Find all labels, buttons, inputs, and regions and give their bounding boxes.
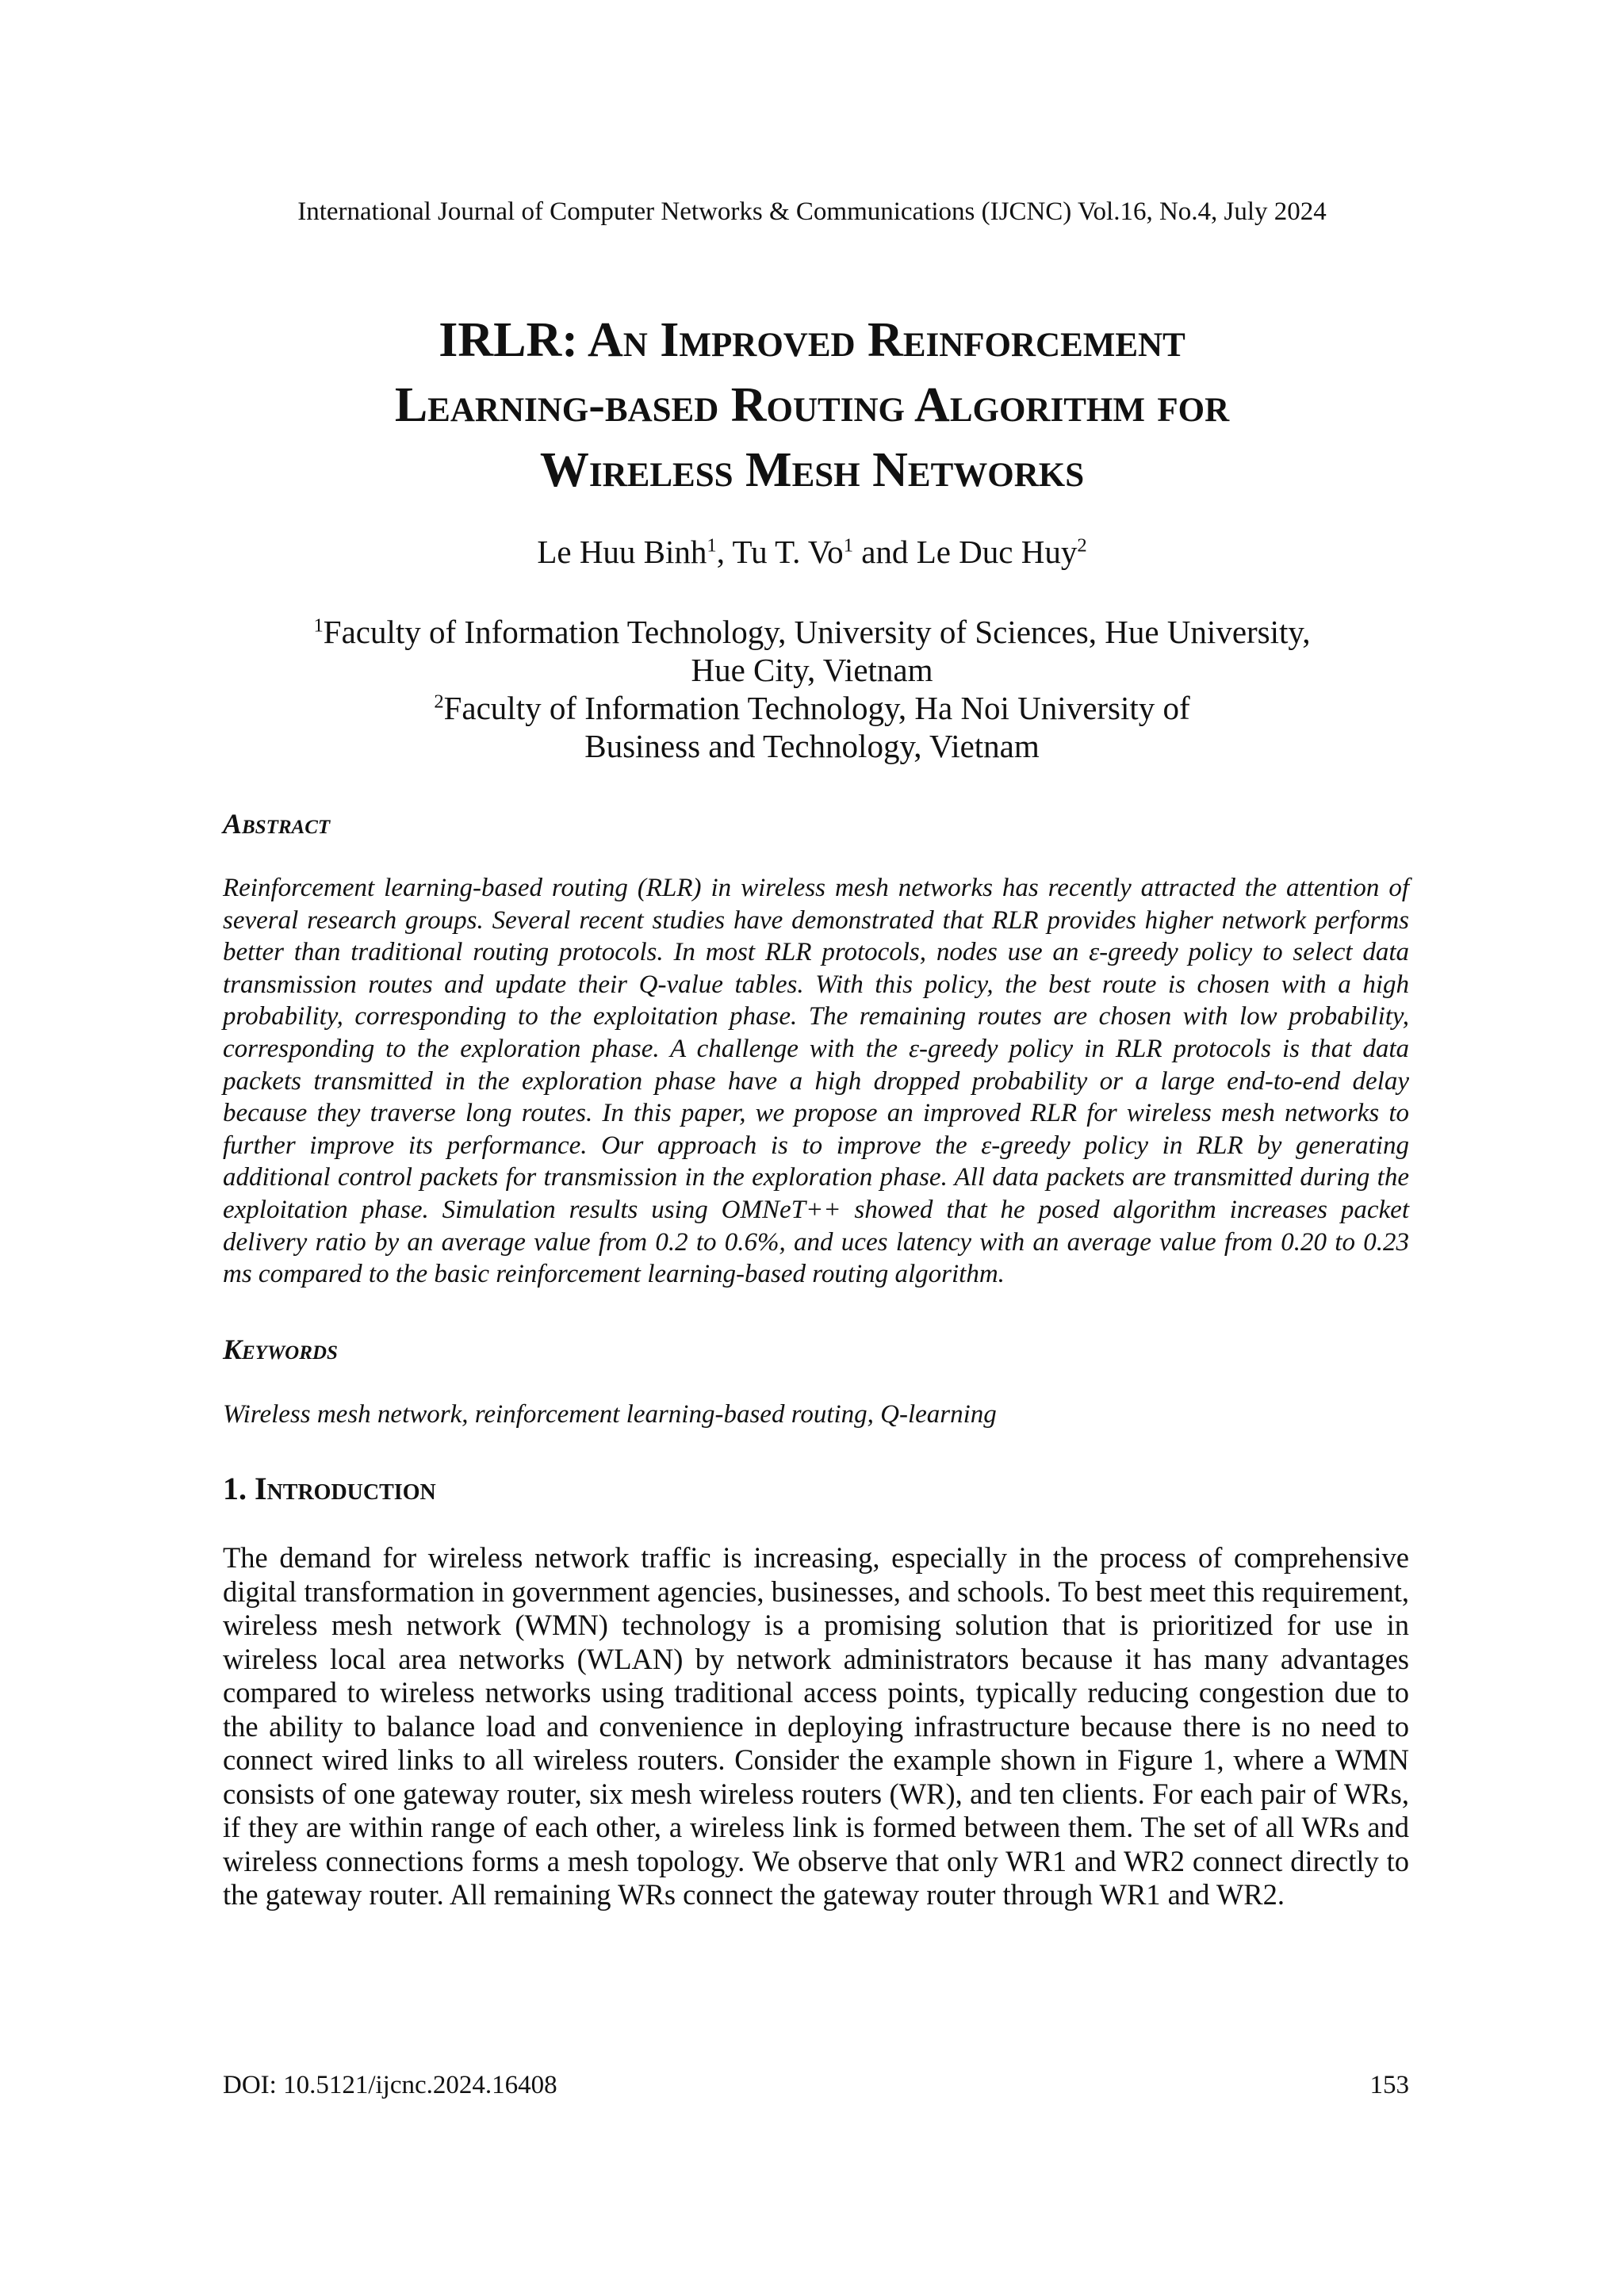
affiliation-number: 2 <box>434 691 444 713</box>
page-number: 153 <box>1369 2071 1409 2099</box>
running-header: International Journal of Computer Networks & Communications (IJCNC) Vol.16, No.4, July 2024 <box>297 197 1327 226</box>
paper-title <box>159 308 1465 503</box>
doi-link[interactable]: DOI: 10.5121/ijcnc.2024.16408 <box>223 2071 557 2099</box>
author-list <box>0 531 1624 572</box>
author-affiliation-mark: 2 <box>1077 534 1087 557</box>
author-affiliation-mark: 1 <box>843 534 853 557</box>
title-line: Learning-based Routing Algorithm for <box>394 378 1230 432</box>
affiliation-line: Hue City, Vietnam <box>691 652 933 688</box>
affiliation-number: 1 <box>313 614 324 637</box>
affiliations <box>159 613 1465 765</box>
affiliation-line: Business and Technology, Vietnam <box>584 728 1040 764</box>
introduction-heading: 1. Introduction <box>223 1471 436 1506</box>
affiliation-text: Faculty of Information Technology, University of Sciences, Hue University, <box>323 614 1311 650</box>
title-line: Wireless Mesh Networks <box>539 443 1085 497</box>
author-name: Tu T. Vo <box>732 534 844 570</box>
author-separator: , <box>716 534 733 570</box>
title-line: IRLR: An Improved Reinforcement <box>439 313 1185 367</box>
introduction-text: The demand for wireless network traffic is increasing, especially in the process of comprehensive digital transformation in government agencies, businesses, and schools. To best meet this requirement, wireless mesh network (WMN) technology is a promising solution that is prioritized for use in wireless local area networks (WLAN) by network administrators because it has many advantages compared to wireless networks using traditional access points, typically reducing congestion due to the ability to balance load and convenience in deploying infrastructure because there is no need to connect wired links to all wireless routers. Consider the example shown in Figure 1, where a WMN consists of one gateway router, six mesh wireless routers (WR), and ten clients. For each pair of WRs, if they are within range of each other, a wireless link is formed between them. The set of all WRs and wireless connections forms a mesh topology. We observe that only WR1 and WR2 connect directly to the gateway router. All remaining WRs connect the gateway router through WR1 and WR2. <box>223 1541 1409 1911</box>
affiliation-line <box>159 613 1465 651</box>
keywords-heading: Keywords <box>223 1334 338 1365</box>
author-name: Le Duc Huy <box>916 534 1078 570</box>
author-separator: and <box>852 534 917 570</box>
abstract-heading: Abstract <box>223 808 331 840</box>
author-affiliation-mark: 1 <box>707 534 717 557</box>
author-name: Le Huu Binh <box>537 534 707 570</box>
keywords-text: Wireless mesh network, reinforcement learning-based routing, Q-learning <box>223 1400 997 1429</box>
abstract-text: Reinforcement learning-based routing (RLR) in wireless mesh networks has recently attracted the attention of several research groups. Several recent studies have demonstrated that RLR provides higher network performs better than traditional routing protocols. In most RLR protocols, nodes use an ε-greedy policy to select data transmission routes and update their Q-value tables. With this policy, the best route is chosen with a high probability, corresponding to the exploitation phase. The remaining routes are chosen with low probability, corresponding to the exploration phase. A challenge with the ε-greedy policy in RLR protocols is that data packets transmitted in the exploration phase have a high dropped probability or a large end-to-end delay because they traverse long routes. In this paper, we propose an improved RLR for wireless mesh networks to further improve its performance. Our approach is to improve the ε-greedy policy in RLR by generating additional control packets for transmission in the exploration phase. All data packets are transmitted during the exploitation phase. Simulation results using OMNeT++ showed that he posed algorithm increases packet delivery ratio by an average value from 0.2 to 0.6%, and uces latency with an average value from 0.20 to 0.23 ms compared to the basic reinforcement learning-based routing algorithm. <box>223 874 1409 1289</box>
affiliation-line <box>159 689 1465 727</box>
affiliation-text: Faculty of Information Technology, Ha Noi University of <box>443 690 1190 726</box>
